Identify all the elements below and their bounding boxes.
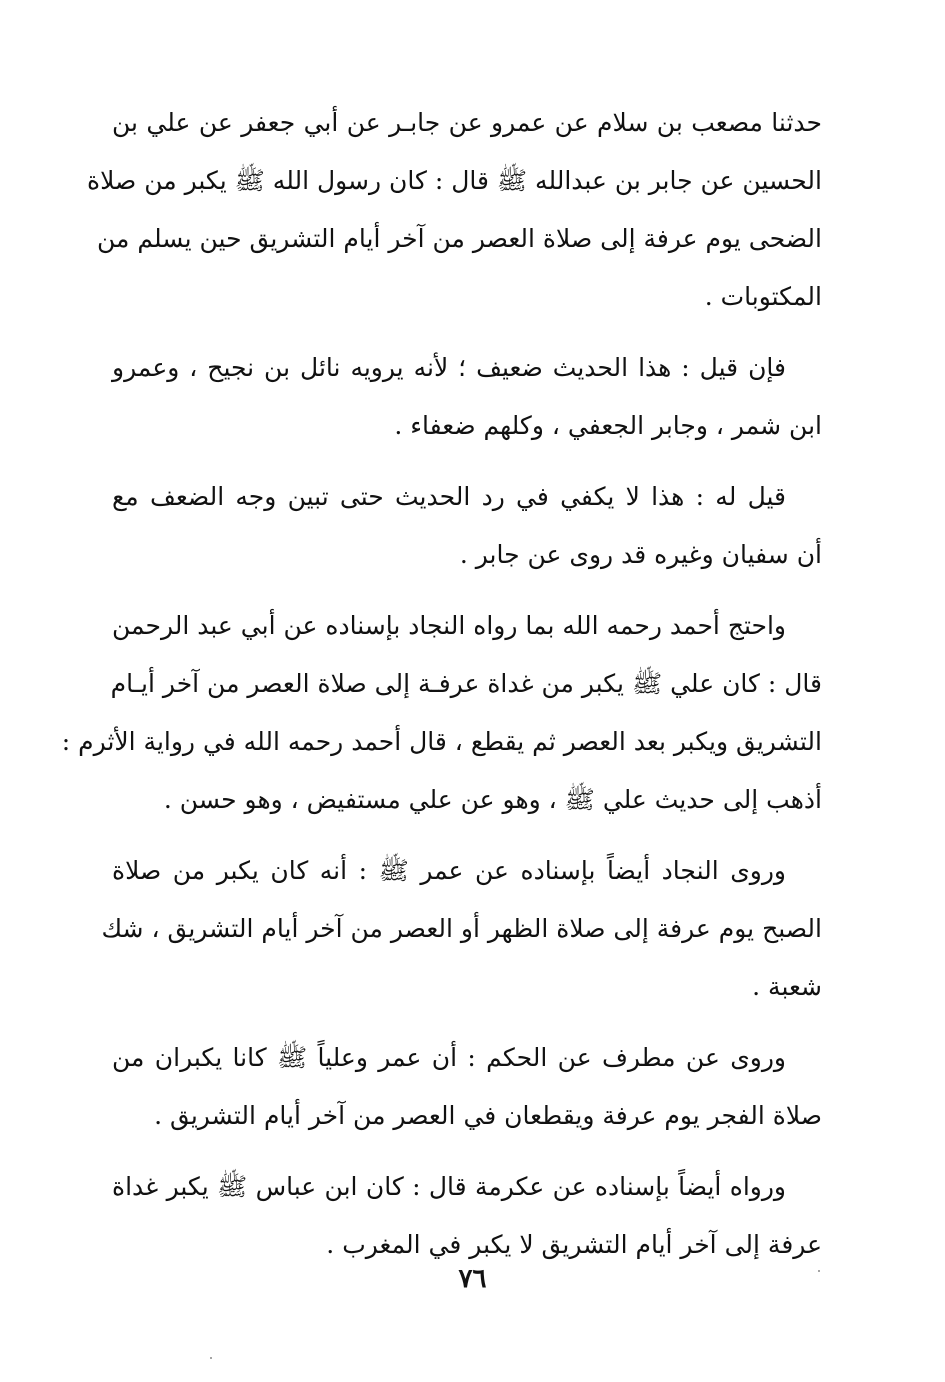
text-line: الضحى يوم عرفة إلى صلاة العصر من آخر أيام التشريق حين يسلم من xyxy=(97,224,822,253)
paragraph xyxy=(112,1158,822,1274)
text-line: واحتج أحمد رحمه الله بما رواه النجاد بإسناده عن أبي عبد الرحمن xyxy=(112,611,786,640)
scan-speck xyxy=(210,1357,212,1359)
text-line: الحسين عن جابر بن عبدالله ﷺ قال : كان رسول الله ﷺ يكبر من صلاة xyxy=(87,166,822,195)
text-line: ابن شمر ، وجابر الجعفي ، وكلهم ضعفاء . xyxy=(394,411,822,440)
paragraph xyxy=(61,597,822,829)
text-line: صلاة الفجر يوم عرفة ويقطعان في العصر من آخر أيام التشريق . xyxy=(154,1101,822,1130)
text-line: شعبة . xyxy=(752,972,822,1001)
text-line: أذهب إلى حديث علي ﷺ ، وهو عن علي مستفيض ، وهو حسن . xyxy=(163,785,822,814)
paragraph xyxy=(87,94,822,326)
text-line: المكتوبات . xyxy=(704,282,822,311)
text-line: وروى النجاد أيضاً بإسناده عن عمر ﷺ : أنه كان يكبر من صلاة xyxy=(112,856,786,885)
text-line: الصبح يوم عرفة إلى صلاة الظهر أو العصر من آخر أيام التشريق ، شك xyxy=(101,914,822,943)
text-line: حدثنا مصعب بن سلام عن عمرو عن جابـر عن أبي جعفر عن علي بن xyxy=(112,108,822,137)
text-line: قيل له : هذا لا يكفي في رد الحديث حتى تبين وجه الضعف مع xyxy=(112,482,786,511)
text-line: فإن قيل : هذا الحديث ضعيف ؛ لأنه يرويه نائل بن نجيح ، وعمرو xyxy=(112,353,786,382)
text-line: ورواه أيضاً بإسناده عن عكرمة قال : كان ابن عباس ﷺ يكبر غداة xyxy=(112,1172,786,1201)
page-body xyxy=(61,94,822,1287)
text-line: وروى عن مطرف عن الحكم : أن عمر وعلياً ﷺ كانا يكبران من xyxy=(112,1043,786,1072)
text-line: أن سفيان وغيره قد روى عن جابر . xyxy=(459,540,822,569)
paragraph xyxy=(112,468,822,584)
page-number: ٧٦ xyxy=(458,1264,487,1294)
paragraph xyxy=(101,842,822,1016)
text-line: عرفة إلى آخر أيام التشريق لا يكبر في المغرب . xyxy=(326,1230,822,1259)
text-line: قال : كان علي ﷺ يكبر من غداة عرفـة إلى صلاة العصر من آخر أيـام xyxy=(110,669,822,698)
paragraph xyxy=(112,1029,822,1145)
scan-speck xyxy=(818,1270,820,1272)
text-line: التشريق ويكبر بعد العصر ثم يقطع ، قال أحمد رحمه الله في رواية الأثرم : xyxy=(61,727,822,756)
paragraph xyxy=(112,339,822,455)
